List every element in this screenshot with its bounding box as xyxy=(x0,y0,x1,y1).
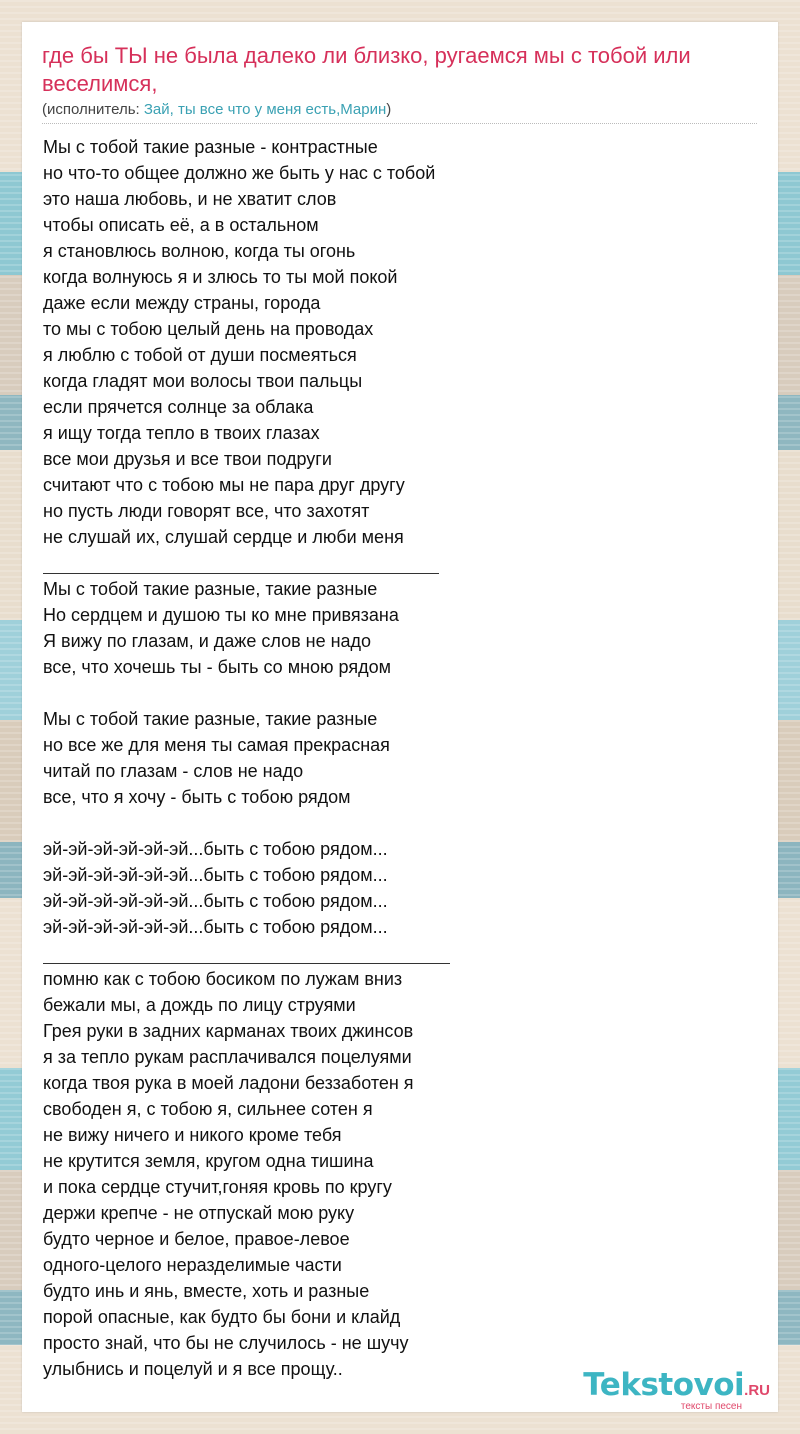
lyric-line: эй-эй-эй-эй-эй-эй...быть с тобою рядом... xyxy=(43,917,388,937)
lyric-line: но пусть люди говорят все, что захотят xyxy=(43,501,370,521)
lyric-line: читай по глазам - слов не надо xyxy=(43,761,304,781)
lyric-line: но все же для меня ты самая прекрасная xyxy=(43,735,390,755)
lyric-line: просто знай, что бы не случилось - не шучу xyxy=(43,1333,409,1353)
lyric-line: не вижу ничего и никого кроме тебя xyxy=(43,1125,342,1145)
lyric-line: но что-то общее должно же быть у нас с тобой xyxy=(43,163,436,183)
lyric-line: Мы с тобой такие разные, такие разные xyxy=(43,579,378,599)
lyric-line: чтобы описать её, а в остальном xyxy=(43,215,319,235)
lyric-line: Мы с тобой такие разные, такие разные xyxy=(43,709,378,729)
lyric-line: когда волнуюсь я и злюсь то ты мой покой xyxy=(43,267,398,287)
lyric-line: помню как с тобою босиком по лужам вниз xyxy=(43,969,403,989)
lyric-line: одного-целого неразделимые части xyxy=(43,1255,342,1275)
lyric-line: свободен я, с тобою я, сильнее сотен я xyxy=(43,1099,373,1119)
lyric-line: когда твоя рука в моей ладони беззаботен я xyxy=(43,1073,414,1093)
logo-tagline: тексты песен xyxy=(680,1401,742,1412)
title-divider xyxy=(42,123,757,124)
artist-prefix: (исполнитель: xyxy=(42,101,144,118)
stanza-gap xyxy=(43,810,763,836)
lyric-line: все мои друзья и все твои подруги xyxy=(43,449,332,469)
lyric-line: все, что я хочу - быть с тобою рядом xyxy=(43,787,351,807)
lyric-line: то мы с тобою целый день на проводах xyxy=(43,319,374,339)
lyric-line: не крутится земля, кругом одна тишина xyxy=(43,1151,374,1171)
lyric-line: я люблю с тобой от души посмеяться xyxy=(43,345,357,365)
logo-tld: .RU xyxy=(744,1382,770,1399)
logo-brand: Tekstovoi xyxy=(583,1367,745,1403)
lyric-line: не слушай их, слушай сердце и люби меня xyxy=(43,527,404,547)
lyric-line: это наша любовь, и не хватит слов xyxy=(43,189,337,209)
lyric-line: я ищу тогда тепло в твоих глазах xyxy=(43,423,320,443)
lyric-line: эй-эй-эй-эй-эй-эй...быть с тобою рядом... xyxy=(43,865,388,885)
lyric-line: держи крепче - не отпускай мою руку xyxy=(43,1203,355,1223)
section-divider xyxy=(43,940,763,966)
lyric-line: даже если между страны, города xyxy=(43,293,321,313)
lyric-line: будто черное и белое, правое-левое xyxy=(43,1229,350,1249)
lyric-line: эй-эй-эй-эй-эй-эй...быть с тобою рядом... xyxy=(43,839,388,859)
lyric-line: Грея руки в задних карманах твоих джинсов xyxy=(43,1021,414,1041)
artist-line xyxy=(42,101,391,118)
lyric-line: улыбнись и поцелуй и я все прощу.. xyxy=(43,1359,343,1379)
lyric-line: порой опасные, как будто бы бони и клайд xyxy=(43,1307,401,1327)
lyric-line: я становлюсь волною, когда ты огонь xyxy=(43,241,356,261)
lyrics-body xyxy=(43,134,763,1382)
lyric-line: Но сердцем и душою ты ко мне привязана xyxy=(43,605,399,625)
lyric-line: эй-эй-эй-эй-эй-эй...быть с тобою рядом... xyxy=(43,891,388,911)
lyric-line: бежали мы, а дождь по лицу струями xyxy=(43,995,356,1015)
artist-suffix: ) xyxy=(386,101,392,118)
lyric-line: будто инь и янь, вместе, хоть и разные xyxy=(43,1281,370,1301)
lyric-line: я за тепло рукам расплачивался поцелуями xyxy=(43,1047,412,1067)
lyric-line: когда гладят мои волосы твои пальцы xyxy=(43,371,363,391)
song-title: где бы ТЫ не была далеко ли близко, ругаемся мы с тобой или веселимся, xyxy=(42,43,691,96)
lyric-line: если прячется солнце за облака xyxy=(43,397,314,417)
lyric-line: все, что хочешь ты - быть со мною рядом xyxy=(43,657,391,677)
lyrics-card xyxy=(22,22,778,1412)
stanza-gap xyxy=(43,680,763,706)
section-divider xyxy=(43,550,763,576)
lyric-line: Мы с тобой такие разные - контрастные xyxy=(43,137,378,157)
artist-link[interactable]: Зай, ты все что у меня есть,Марин xyxy=(143,101,387,118)
lyric-line: Я вижу по глазам, и даже слов не надо xyxy=(43,631,372,651)
lyric-line: и пока сердце стучит,гоняя кровь по кругу xyxy=(43,1177,392,1197)
site-logo[interactable] xyxy=(583,1367,770,1412)
lyric-line: считают что с тобою мы не пара друг другу xyxy=(43,475,405,495)
